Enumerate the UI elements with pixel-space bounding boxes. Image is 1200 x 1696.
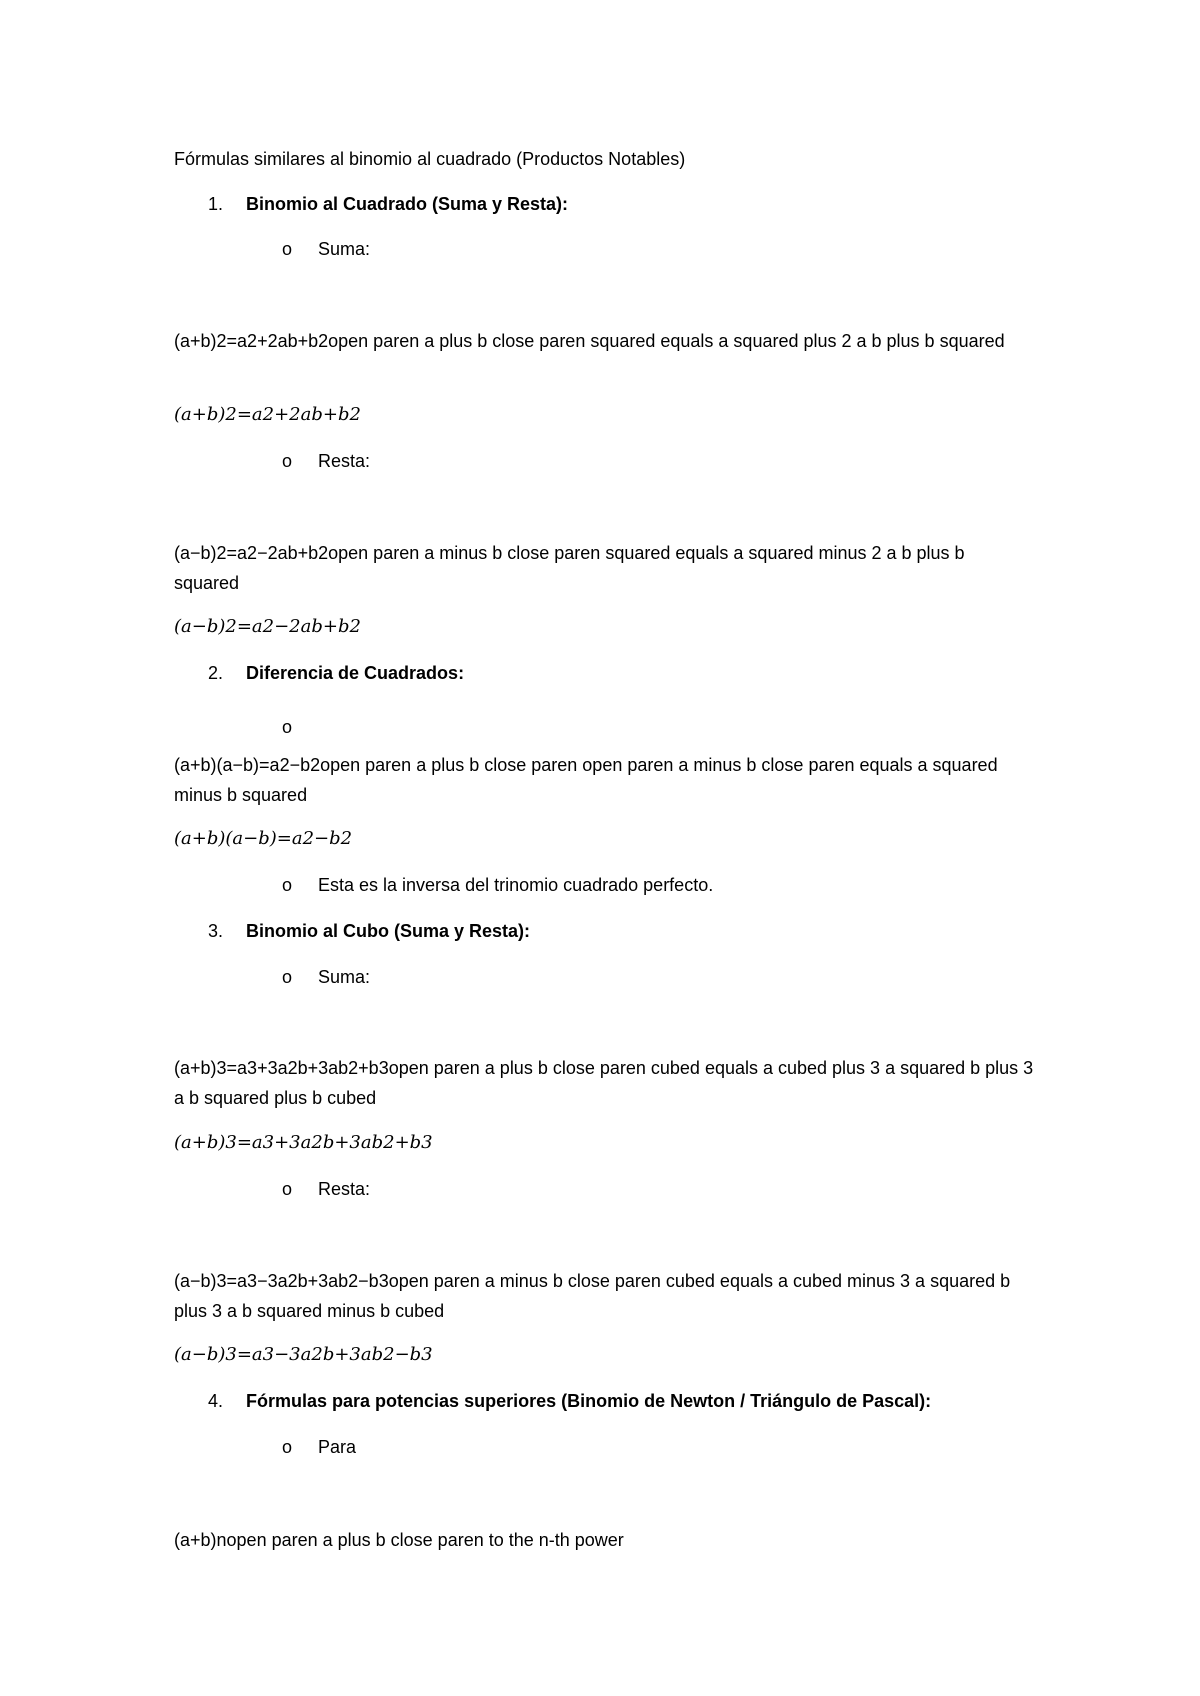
bullet-marker: o	[282, 967, 293, 987]
section-heading-1	[208, 189, 568, 219]
formula-math: (𝑎+𝑏)3=𝑎3+3𝑎2𝑏+3𝑎𝑏2+𝑏3	[174, 1132, 433, 1153]
section-number: 1.	[208, 194, 224, 214]
bullet-text: Esta es la inversa del trinomio cuadrado perfecto.	[318, 875, 714, 895]
section-heading-2	[208, 658, 464, 688]
section-heading-text: Binomio al Cubo (Suma y Resta):	[246, 921, 531, 941]
formula-math: (𝑎−𝑏)3=𝑎3−3𝑎2𝑏+3𝑎𝑏2−𝑏3	[174, 1344, 433, 1365]
section-heading-4	[208, 1386, 931, 1416]
section-heading-3	[208, 916, 530, 946]
section-number: 3.	[208, 921, 224, 941]
formula-text: (a+b)nopen paren a plus b close paren to the n-th power	[174, 1530, 624, 1550]
bullet-marker: o	[282, 717, 293, 737]
bullet-marker: o	[282, 239, 293, 259]
section-heading-text: Fórmulas para potencias superiores (Binomio de Newton / Triángulo de Pascal):	[246, 1391, 932, 1411]
bullet-text: Resta:	[318, 1179, 371, 1199]
formula-math: (𝑎+𝑏)2=𝑎2+2𝑎𝑏+𝑏2	[174, 404, 361, 425]
formula-text: (a+b)(a−b)=a2−b2open paren a plus b close paren open paren a minus b close paren equals a squared minus b squared	[174, 755, 998, 805]
bullet-text: Suma:	[318, 967, 371, 987]
bullet-marker: o	[282, 1179, 293, 1199]
bullet-item	[282, 1432, 356, 1462]
formula-text: (a+b)3=a3+3a2b+3ab2+b3open paren a plus b close paren cubed equals a cubed plus 3 a squared b plus 3 a b squared plus b cubed	[174, 1058, 1034, 1108]
section-number: 4.	[208, 1391, 224, 1411]
bullet-item	[282, 870, 713, 900]
bullet-item	[282, 446, 370, 476]
bullet-text: Para	[318, 1437, 357, 1457]
section-heading-text: Diferencia de Cuadrados:	[246, 663, 465, 683]
formula-text: (a−b)2=a2−2ab+b2open paren a minus b close paren squared equals a squared minus 2 a b plus b squared	[174, 543, 965, 593]
bullet-text: Suma:	[318, 239, 371, 259]
section-number: 2.	[208, 663, 224, 683]
formula-text: (a+b)2=a2+2ab+b2open paren a plus b close paren squared equals a squared plus 2 a b plus b squared	[174, 331, 1005, 351]
bullet-item	[282, 234, 370, 264]
bullet-item	[282, 962, 370, 992]
bullet-item	[282, 1174, 370, 1204]
bullet-marker: o	[282, 1437, 293, 1457]
document-title: Fórmulas similares al binomio al cuadrado (Productos Notables)	[174, 149, 686, 169]
formula-text: (a−b)3=a3−3a2b+3ab2−b3open paren a minus b close paren cubed equals a cubed minus 3 a squared b plus 3 a b squared minus b cubed	[174, 1271, 1011, 1321]
formula-math: (𝑎−𝑏)2=𝑎2−2𝑎𝑏+𝑏2	[174, 616, 361, 637]
bullet-text: Resta:	[318, 451, 371, 471]
section-heading-text: Binomio al Cuadrado (Suma y Resta):	[246, 194, 569, 214]
bullet-marker: o	[282, 451, 293, 471]
formula-math: (𝑎+𝑏)(𝑎−𝑏)=𝑎2−𝑏2	[174, 828, 353, 849]
bullet-marker: o	[282, 875, 293, 895]
bullet-item	[282, 712, 318, 742]
